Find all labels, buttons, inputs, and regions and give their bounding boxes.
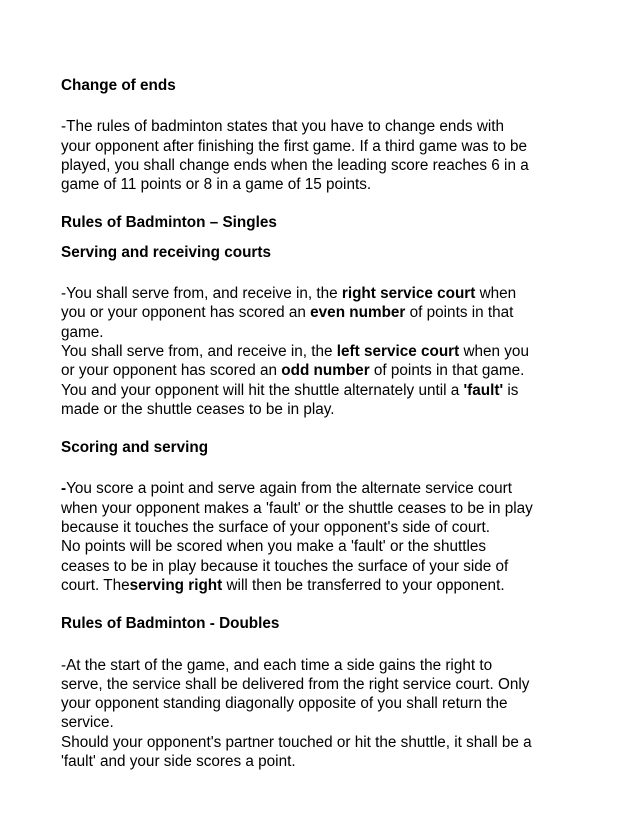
paragraph-scoring-serving	[61, 479, 581, 595]
bold-term: even number	[310, 304, 406, 322]
text-line: 'fault' and your side scores a point.	[61, 753, 296, 771]
text-line: because it touches the surface of your opponent's side of court.	[61, 519, 490, 537]
bold-term: right service court	[341, 285, 476, 303]
text-line: ceases to be in play because it touches the surface of your side of	[61, 557, 509, 575]
text-line: No points will be scored when you make a 'fault' or the shuttles	[61, 538, 487, 556]
text-line: played, you shall change ends when the leading score reaches 6 in a	[61, 156, 529, 174]
text-line: You shall serve from, and receive in, the left service court when you	[61, 342, 529, 360]
paragraph-serving-receiving	[61, 284, 581, 419]
text-line: your opponent standing diagonally opposite of you shall return the	[61, 695, 508, 713]
paragraph-doubles	[61, 656, 581, 772]
heading-serving-receiving: Serving and receiving courts	[61, 243, 271, 261]
bold-term: odd number	[281, 362, 370, 380]
text-line: court. Theserving right will then be transferred to your opponent.	[61, 576, 505, 594]
text-line: serve, the service shall be delivered from the right service court. Only	[61, 675, 530, 693]
text-line: game of 11 points or 8 in a game of 15 points.	[61, 176, 372, 194]
text-line: service.	[61, 714, 114, 732]
text-line: You and your opponent will hit the shuttle alternately until a 'fault' is	[61, 381, 519, 399]
heading-scoring-serving: Scoring and serving	[61, 439, 209, 457]
document-page	[61, 76, 581, 771]
text-line: you or your opponent has scored an even number of points in that	[61, 304, 514, 322]
text-line: -At the start of the game, and each time a side gains the right to	[61, 656, 493, 674]
text-line: when your opponent makes a 'fault' or the shuttle ceases to be in play	[61, 499, 533, 517]
heading-singles: Rules of Badminton – Singles	[61, 214, 277, 232]
text-line: -You shall serve from, and receive in, the right service court when	[61, 285, 517, 303]
bold-term: left service court	[336, 342, 460, 360]
bold-term: 'fault'	[463, 381, 504, 399]
bold-term: serving right	[129, 576, 223, 594]
heading-doubles: Rules of Badminton - Doubles	[61, 615, 280, 633]
text-line: Should your opponent's partner touched or hit the shuttle, it shall be a	[61, 733, 532, 751]
heading-change-of-ends: Change of ends	[61, 77, 176, 94]
text-line: your opponent after finishing the first game. If a third game was to be	[61, 137, 527, 155]
text-line: -The rules of badminton states that you have to change ends with	[61, 118, 505, 136]
paragraph-change-of-ends	[61, 117, 581, 194]
text-line: game.	[61, 323, 104, 341]
text-line: made or the shuttle ceases to be in play.	[61, 400, 335, 418]
text-line: or your opponent has scored an odd number of points in that game.	[61, 362, 525, 380]
text-line: -You score a point and serve again from the alternate service court	[61, 480, 512, 498]
